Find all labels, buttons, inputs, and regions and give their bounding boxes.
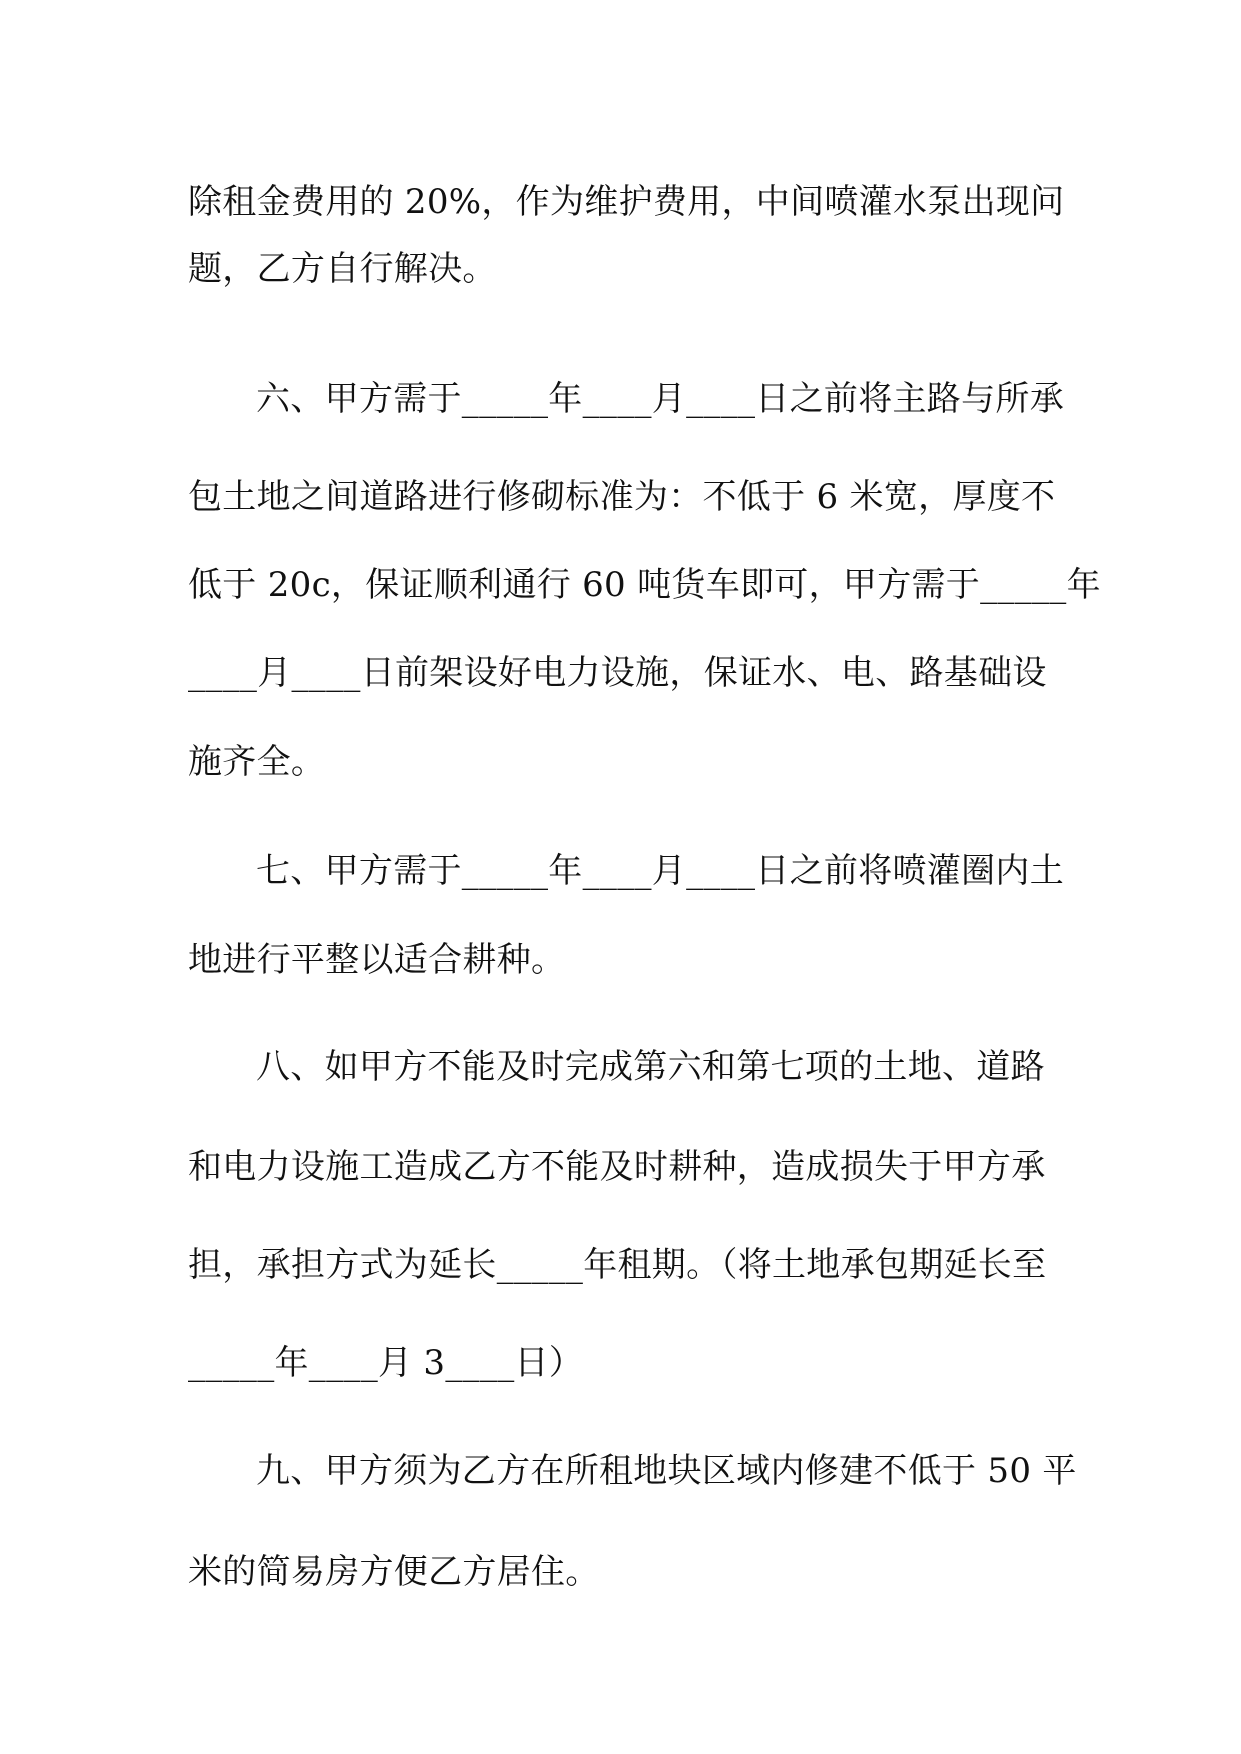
text-line: 施齐全。: [188, 742, 326, 782]
text-line: 担，承担方式为延长_____年租期。（将土地承包期延长至: [188, 1245, 1047, 1285]
text-line: 地进行平整以适合耕种。: [188, 940, 566, 980]
paragraph-six-start: 六、甲方需于_____年____月____日之前将主路与所承: [256, 379, 1064, 419]
text-line: _____年____月 3____日）: [188, 1343, 584, 1383]
text-line: 低于 20c，保证顺利通行 60 吨货车即可，甲方需于_____年: [188, 565, 1101, 605]
paragraph-eight-start: 八、如甲方不能及时完成第六和第七项的土地、道路: [256, 1047, 1045, 1087]
text-line: 除租金费用的 20%，作为维护费用，中间喷灌水泵出现问: [188, 182, 1065, 222]
text-line: 米的简易房方便乙方居住。: [188, 1552, 600, 1592]
paragraph-seven-start: 七、甲方需于_____年____月____日之前将喷灌圈内土: [256, 851, 1064, 891]
paragraph-nine-start: 九、甲方须为乙方在所租地块区域内修建不低于 50 平: [256, 1451, 1077, 1491]
text-line: 和电力设施工造成乙方不能及时耕种，造成损失于甲方承: [188, 1147, 1046, 1187]
text-line: 包土地之间道路进行修砌标准为：不低于 6 米宽，厚度不: [188, 477, 1056, 517]
text-line: ____月____日前架设好电力设施，保证水、电、路基础设: [188, 653, 1047, 693]
text-line: 题，乙方自行解决。: [188, 249, 497, 289]
